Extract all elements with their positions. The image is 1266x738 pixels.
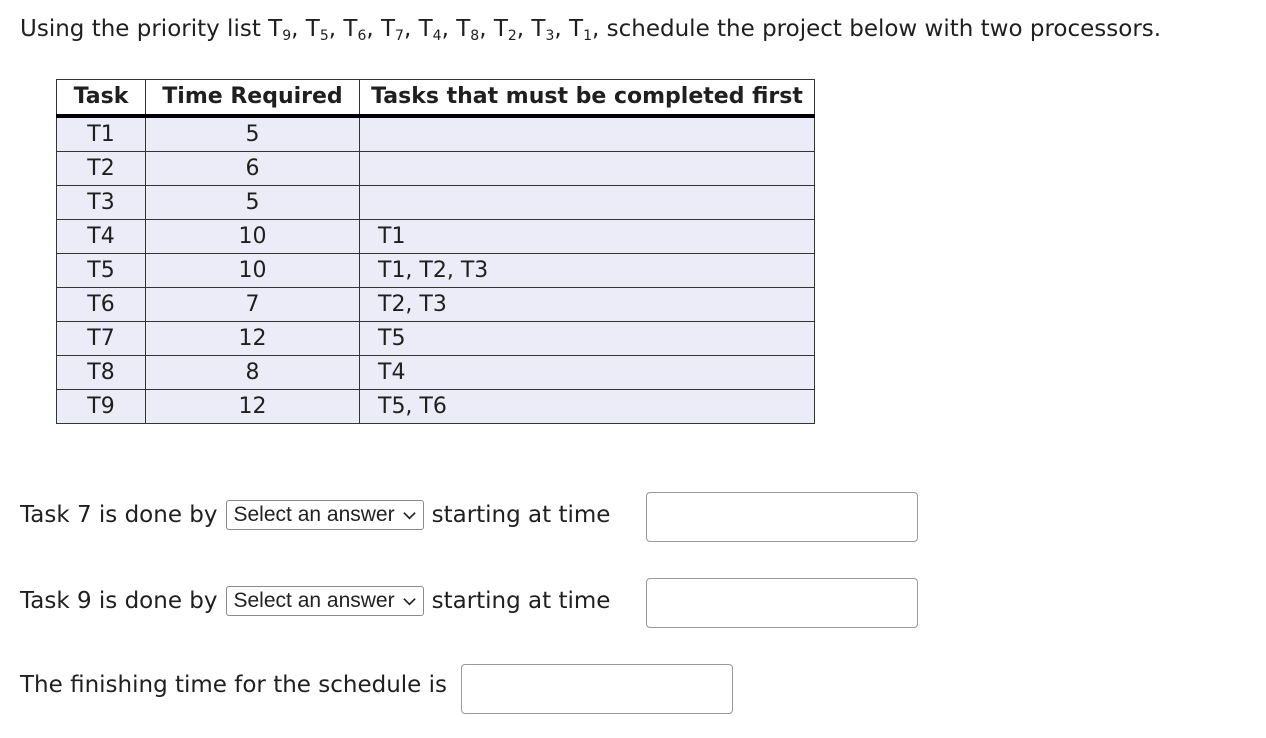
cell-task: T5 [57,254,146,288]
table-row [57,254,815,288]
cell-prerequisites: T1, T2, T3 [360,254,815,288]
priority-item-separator: , [479,16,494,42]
finish-label: The finishing time for the schedule is [20,672,448,698]
header-task: Task [57,80,146,117]
priority-item-letter: T [456,16,471,42]
cell-time-required: 7 [146,288,360,322]
task7-line [20,500,610,530]
task7-processor-select[interactable] [226,500,424,530]
task7-select-value: Select an answer [233,503,395,526]
priority-item-letter: T [343,16,358,42]
priority-item-letter: T [531,16,546,42]
priority-item-separator: , [441,16,457,42]
task7-label: Task 7 is done by [20,502,218,528]
cell-task: T7 [57,322,146,356]
chevron-down-icon [402,508,417,523]
task7-after-label: starting at time [431,502,611,528]
cell-prerequisites: T1 [360,220,815,254]
priority-item [569,16,599,42]
cell-time-required: 5 [146,116,360,152]
cell-task: T3 [57,186,146,220]
cell-prerequisites [360,116,815,152]
cell-prerequisites [360,152,815,186]
priority-item-subscript: 5 [319,28,329,44]
task-table-body [57,116,815,424]
task9-processor-select[interactable] [226,586,424,616]
priority-item-separator: , [516,16,532,42]
table-row [57,356,815,390]
priority-item-subscript: 2 [507,28,517,44]
priority-item-subscript: 8 [470,28,480,44]
priority-item [419,16,457,42]
priority-item-subscript: 7 [395,28,404,44]
priority-item [494,16,532,42]
cell-time-required: 8 [146,356,360,390]
table-row [57,116,815,152]
table-row [57,186,815,220]
priority-item-subscript: 3 [545,28,555,44]
question-prefix: Using the priority list [20,16,261,42]
priority-item-letter: T [380,16,396,42]
cell-task: T1 [57,116,146,152]
cell-task: T9 [57,390,146,424]
table-row [57,220,815,254]
task9-after-label: starting at time [431,588,611,614]
priority-item-subscript: 6 [357,28,367,44]
cell-time-required: 12 [146,390,360,424]
task9-line [20,586,610,616]
priority-item-letter: T [418,16,433,42]
task9-label: Task 9 is done by [20,588,218,614]
priority-item-letter: T [268,16,283,42]
priority-item-separator: , [328,16,344,42]
priority-item [306,16,344,42]
table-row [57,152,815,186]
priority-item [268,16,306,42]
cell-time-required: 12 [146,322,360,356]
question-text [20,12,1161,46]
cell-task: T4 [57,220,146,254]
cell-prerequisites: T5 [360,322,815,356]
cell-prerequisites [360,186,815,220]
priority-item-letter: T [493,16,508,42]
priority-item-subscript: 9 [282,28,292,44]
header-prerequisites: Tasks that must be completed first [360,80,815,117]
priority-item [456,16,494,42]
priority-item [381,16,419,42]
finish-line [20,672,447,698]
chevron-down-icon [402,594,417,609]
table-row [57,288,815,322]
table-row [57,390,815,424]
task9-select-value: Select an answer [233,589,395,612]
cell-task: T6 [57,288,146,322]
priority-item-separator: , [366,16,381,42]
question-suffix: schedule the project below with two processors. [606,16,1162,42]
cell-time-required: 5 [146,186,360,220]
task7-start-time-input[interactable] [646,492,918,542]
priority-item-subscript: 1 [583,28,593,44]
priority-item-separator: , [554,16,570,42]
priority-item-subscript: 4 [432,28,442,44]
cell-time-required: 10 [146,220,360,254]
priority-item-separator: , [592,16,600,42]
priority-item-separator: , [403,16,419,42]
finish-time-input[interactable] [461,664,733,714]
cell-prerequisites: T4 [360,356,815,390]
table-row [57,322,815,356]
cell-time-required: 10 [146,254,360,288]
header-time-required: Time Required [146,80,360,117]
priority-item [343,16,381,42]
cell-prerequisites: T2, T3 [360,288,815,322]
priority-list [268,16,599,42]
task9-start-time-input[interactable] [646,578,918,628]
table-header-row [57,80,815,117]
priority-item [531,16,569,42]
priority-item-letter: T [569,16,584,42]
cell-prerequisites: T5, T6 [360,390,815,424]
priority-item-letter: T [305,16,320,42]
priority-item-separator: , [291,16,306,42]
cell-task: T8 [57,356,146,390]
cell-task: T2 [57,152,146,186]
cell-time-required: 6 [146,152,360,186]
task-table [56,79,815,424]
